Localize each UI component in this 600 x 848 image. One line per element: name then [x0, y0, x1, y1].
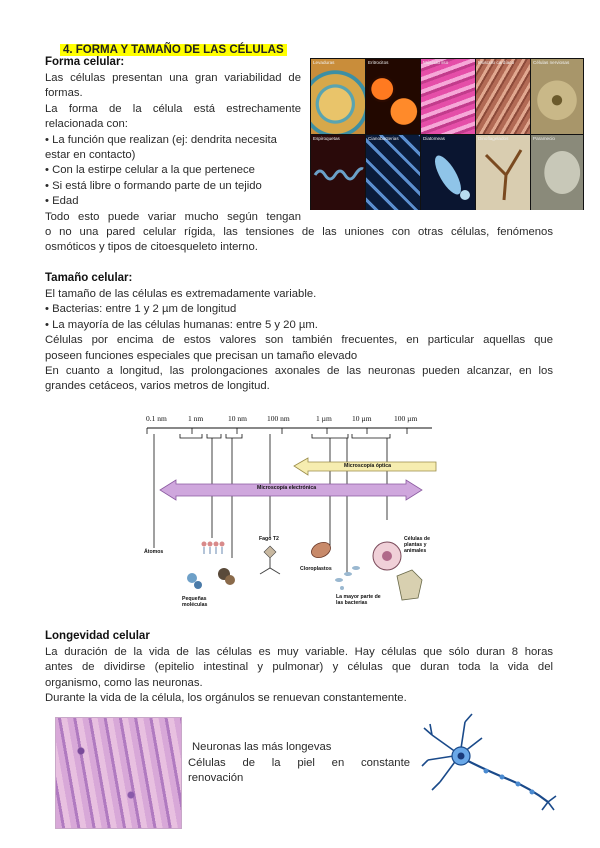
neuron-drawing	[420, 710, 560, 815]
forma-line: • Con la estirpe celular a la que pertenece	[45, 164, 255, 177]
tick-label: 0.1 nm	[146, 414, 167, 423]
chloroplasts-label: Cloroplastos	[300, 566, 332, 572]
tamano-line: Células por encima de estos valores son también frecuentes, en particular aquellas que	[45, 334, 553, 347]
forma-line: Las células presentan una gran variabilidad de	[45, 72, 301, 84]
nerve-cells-image: Células nerviosas	[531, 59, 583, 134]
longevidad-line: antes de dividirse (epitelio intestinal y pulmonar) y células que duran toda la vida del	[45, 661, 553, 674]
forma-line: formas.	[45, 87, 83, 100]
small-molecules-label: Pequeñas moléculas	[182, 596, 208, 608]
tissue-image	[55, 717, 182, 829]
tick-label: 1 nm	[188, 414, 204, 423]
forma-line: Todo esto puede variar mucho según tengan	[45, 210, 301, 223]
yeast-image: Levaduras	[311, 59, 365, 134]
erythrocytes-image: Eritrocitos	[366, 59, 420, 134]
atoms-label: Átomos	[144, 549, 164, 555]
forma-line: • La función que realizan (ej: dendrita necesita	[45, 133, 277, 146]
bacteria-label: La mayor parte de las bacterias	[336, 594, 381, 606]
phage-label: Fago T2	[259, 536, 279, 542]
tick-label: 1 µm	[316, 414, 332, 423]
electron-microscopy-label: Microscopía electrónica	[257, 485, 317, 491]
cells-label: Células de plantas y animales	[404, 536, 430, 554]
cardiac-muscle-image: Músculo cardíaco	[476, 59, 530, 134]
forma-text-block	[45, 71, 301, 225]
neuron-image	[420, 710, 560, 815]
forma-text-wide	[45, 225, 553, 256]
forma-line: • Edad	[45, 195, 79, 208]
tamano-text-block	[45, 287, 553, 395]
caption-neurons: Neuronas las más longevas	[192, 741, 332, 753]
forma-line: • Si está libre o formando parte de un tejido	[45, 179, 262, 192]
forma-line: estar en contacto)	[45, 149, 136, 162]
optical-microscopy-label: Microscopía óptica	[344, 463, 391, 469]
longevidad-line: organismo, como las neuronas.	[45, 676, 203, 689]
tick-label: 10 µm	[352, 414, 372, 423]
forma-line: La forma de la célula está estrechamente	[45, 102, 301, 115]
forma-line: o no una pared celular rígida, las tensiones de las uniones con otras células, fenómenos	[45, 226, 553, 238]
scale-diagram	[132, 408, 452, 620]
tamano-line: poseen funciones especiales que precisan un tamaño elevado	[45, 349, 358, 362]
tamano-heading: Tamaño celular:	[45, 272, 133, 284]
longevidad-line: Durante la vida de la célula, los orgánulos se renuevan constantemente.	[45, 692, 407, 705]
diatoms-image: Diatomeas	[421, 135, 475, 210]
section-title: 4. FORMA Y TAMAÑO DE LAS CÉLULAS	[60, 40, 287, 58]
cyanobacteria-image: Cianobacterias	[366, 135, 420, 210]
tamano-line: • La mayoría de las células humanas: entre 5 y 20 µm.	[45, 318, 318, 331]
dinoflagellates-image: Dinoflagelados	[476, 135, 530, 210]
caption-skin-b: renovación	[188, 772, 244, 784]
tamano-line: El tamaño de las células es extremadamente variable.	[45, 288, 317, 300]
tamano-line: • Bacterias: entre 1 y 2 µm de longitud	[45, 303, 237, 316]
tick-label: 10 nm	[228, 414, 247, 423]
forma-line: relacionada con:	[45, 118, 128, 131]
longevidad-line: La duración de la vida de las células es muy variable. Hay células que sólo duran 8 horas	[45, 646, 553, 658]
scale-diagram-drawing	[132, 408, 452, 620]
cell-types-image	[310, 58, 584, 210]
longevidad-text-block	[45, 645, 553, 707]
caption-skin-a: Células de la piel en constante	[188, 757, 410, 769]
smooth-muscle-image: Músculo liso	[421, 59, 475, 134]
tick-label: 100 nm	[267, 414, 290, 423]
spirochetes-image: Espiroquetas	[311, 135, 365, 210]
tamano-line: grandes cetáceos, varios metros de longitud.	[45, 380, 270, 393]
paramecium-image: Paramecio	[531, 135, 583, 210]
tick-label: 100 µm	[394, 414, 418, 423]
tamano-line: En cuanto a longitud, las prolongaciones axonales de las neuronas pueden alcanzar, en los	[45, 365, 553, 378]
longevidad-heading: Longevidad celular	[45, 630, 150, 642]
forma-heading: Forma celular:	[45, 56, 125, 68]
forma-line: osmóticos y tipos de citoesqueleto interno.	[45, 241, 258, 254]
